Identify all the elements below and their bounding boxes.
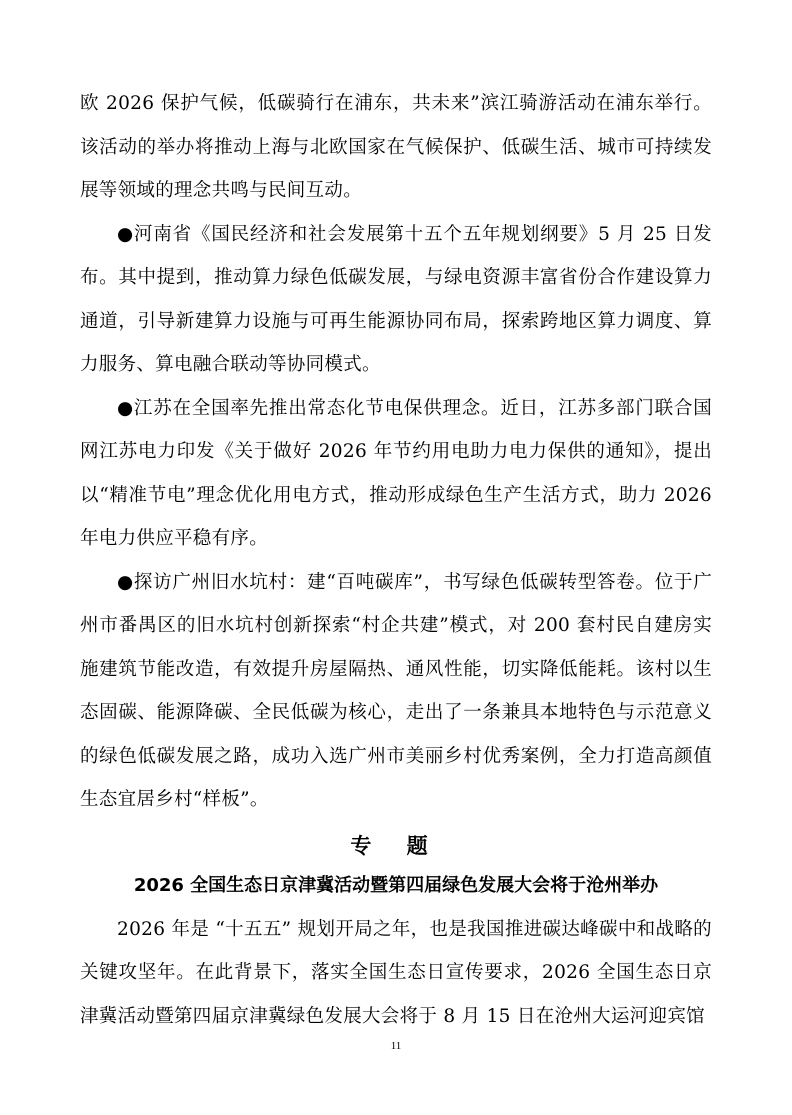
article-body: 2026 年是 “十五五” 规划开局之年，也是我国推进碳达峰碳中和战略的关键攻坚年。在此背景下，落实全国生态日宣传要求，2026 全国生态日京津冀活动暨第四届京津冀绿色发展大会将于 8 月 15 日在沧州大运河迎宾馆 [80,918,712,1027]
paragraph-henan: ●河南省《国民经济和社会发展第十五个五年规划纲要》5 月 25 日发布。其中提到，推动算力绿色低碳发展，与绿电资源丰富省份合作建设算力通道，引导新建算力设施与可再生能源协同布局，探索跨地区算力调度、算力服务、算电融合联动等协同模式。 [80,223,712,375]
paragraph-guangzhou: ●探访广州旧水坑村：建“百吨碳库”，书写绿色低碳转型答卷。位于广州市番禺区的旧水坑村创新探索“村企共建”模式，对 200 套村民自建房实施建筑节能改造，有效提升房屋隔热、通风性能，切实降低能耗。该村以生态固碳、能源降碳、全民低碳为核心，走出了一条兼具本地特色与示范意义的绿色低碳发展之路，成功入选广州市美丽乡村优秀案例，全力打造高颜值生态宜居乡村“样板”。 [80,571,712,810]
page-number: 11 [390,1040,402,1052]
paragraph-jiangsu: ●江苏在全国率先推出常态化节电保供理念。近日，江苏多部门联合国网江苏电力印发《关于做好 2026 年节约用电助力电力保供的通知》，提出以“精准节电”理念优化用电方式，推动形成绿色生产生活方式，助力 2026 年电力供应平稳有序。 [80,397,712,549]
document-page [80,82,712,1038]
article-title: 2026 全国生态日京津冀活动暨第四届绿色发展大会将于沧州举办 [133,874,659,896]
section-title: 专 题 [350,833,442,858]
paragraph-continuation: 欧 2026 保护气候，低碳骑行在浦东，共未来”滨江骑游活动在浦东举行。该活动的举办将推动上海与北欧国家在气候保护、低碳生活、城市可持续发展等领域的理念共鸣与民间互动。 [80,93,712,201]
